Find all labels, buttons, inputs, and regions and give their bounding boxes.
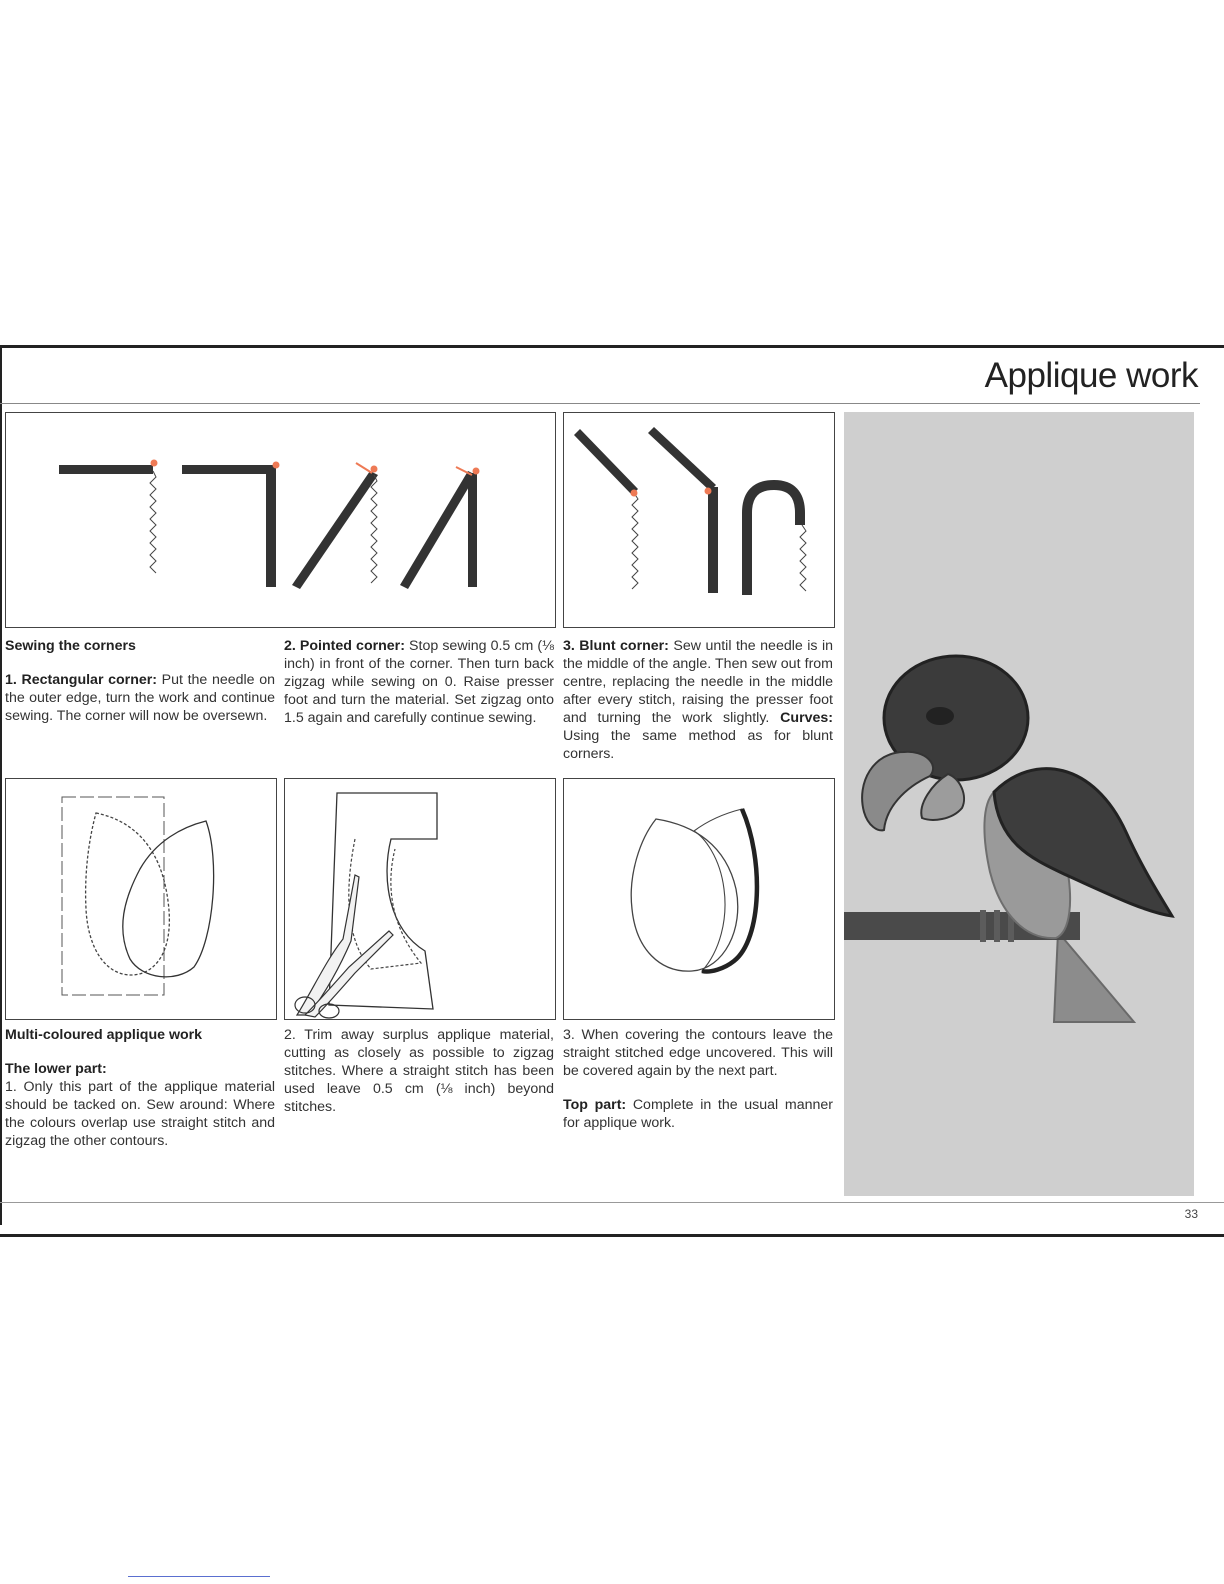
curve-satin-stitch (747, 485, 800, 595)
top-part-label: Top part: (563, 1097, 627, 1113)
applique-tacking-illustration (6, 779, 276, 1019)
column-pointed-corner (284, 637, 554, 727)
column-applique-lower (5, 1026, 275, 1150)
left-rule (0, 345, 2, 1225)
bottom-rule (0, 1234, 1224, 1237)
fabric-outline (62, 797, 164, 995)
parrot-applique-photo (844, 412, 1194, 1196)
parrot-eye (926, 707, 954, 725)
top-part-text: Complete in the usual manner for applique work. (563, 1097, 833, 1131)
column-rectangular-corner (5, 637, 275, 725)
page-number: 33 (1184, 1207, 1198, 1221)
paragraph-pointed-corner (284, 637, 554, 727)
satin-stitch (266, 465, 276, 587)
satin-contour-stitch (702, 809, 757, 972)
lower-petal-outline (631, 819, 738, 971)
corner-stitch-illustration (6, 413, 555, 627)
page-title: Applique work (984, 356, 1198, 395)
needle-marker (473, 468, 480, 475)
straight-zigzag (800, 525, 806, 591)
applique-step2-text: 2. Trim away surplus applique material, cutting as closely as possible to zigzag stitches. Where a straight stitch has been used leave 0.5 cm (⅛ inch) beyond stitches. (284, 1027, 554, 1115)
blunt-corner-label: 3. Blunt corner: (563, 638, 669, 654)
lower-part-heading: The lower part: (5, 1061, 107, 1077)
rectangular-corner-label: 1. Rectangular corner: (5, 672, 157, 688)
paragraph-top-part (563, 1096, 833, 1132)
satin-stitch (574, 429, 638, 495)
turn-marker (356, 463, 372, 473)
figure-corners-rect-pointed (5, 412, 556, 628)
straight-zigzag (150, 471, 156, 573)
satin-stitch (708, 487, 718, 593)
blunt-corner-text: Sew until the needle is in the middle of the angle. Then sew out from centre, replacing the needle in the middle after every stitch, raising the presser foot and turning the work slightly. (563, 638, 833, 726)
figure-applique-step3 (563, 778, 835, 1020)
satin-stitch (292, 471, 378, 589)
trimming-illustration (285, 779, 555, 1019)
straight-zigzag (632, 493, 638, 589)
blunt-curve-illustration (564, 413, 834, 627)
satin-stitch (648, 427, 716, 491)
section-heading-applique: Multi-coloured applique work (5, 1027, 203, 1043)
top-rule (0, 345, 1224, 348)
turn-marker (456, 467, 472, 475)
paragraph-blunt-corner (563, 637, 833, 763)
needle-marker (151, 460, 158, 467)
satin-stitch (468, 473, 477, 587)
curves-text: Using the same method as for blunt corners. (563, 728, 833, 762)
needle-marker (631, 490, 638, 497)
column-applique-trim (284, 1026, 554, 1116)
zigzag-petal-outline (86, 813, 170, 975)
straight-zigzag (371, 475, 377, 583)
stray-link-underline (128, 1576, 270, 1577)
pointed-corner-label: 2. Pointed corner: (284, 638, 405, 654)
header-rule (0, 403, 1200, 404)
needle-marker (371, 466, 378, 473)
applique-step1-text: 1. Only this part of the applique material should be tacked on. Sew around: Where the colours overlap use straight stitch and zigzag the other contours. (5, 1079, 275, 1149)
column-blunt-corner (563, 637, 833, 763)
applique-step3-text: 3. When covering the contours leave the straight stitched edge uncovered. This will be covered again by the next part. (563, 1027, 833, 1079)
parrot-illustration (844, 412, 1194, 1196)
footer-thin-rule (0, 1202, 1224, 1203)
rectangular-corner-text: Put the needle on the outer edge, turn the work and continue sewing. The corner will now be oversewn. (5, 672, 275, 724)
needle-marker (273, 462, 280, 469)
figure-blunt-corner-curve (563, 412, 835, 628)
needle-marker (705, 488, 712, 495)
column-applique-cover (563, 1026, 833, 1132)
figure-applique-step2 (284, 778, 556, 1020)
satin-stitch (59, 465, 153, 474)
section-heading-corners: Sewing the corners (5, 638, 136, 654)
covering-contours-illustration (564, 779, 834, 1019)
curves-label: Curves: (780, 710, 833, 726)
satin-stitch (182, 465, 276, 474)
figure-applique-step1 (5, 778, 277, 1020)
paragraph-rectangular-corner (5, 671, 275, 725)
satin-stitch (400, 471, 476, 589)
pointed-corner-text: Stop sewing 0.5 cm (⅛ inch) in front of the corner. Then turn back zigzag while sewing on 0. Raise presser foot and turn the material. Set zigzag onto 1.5 again and carefully continue sewing. (284, 638, 554, 726)
